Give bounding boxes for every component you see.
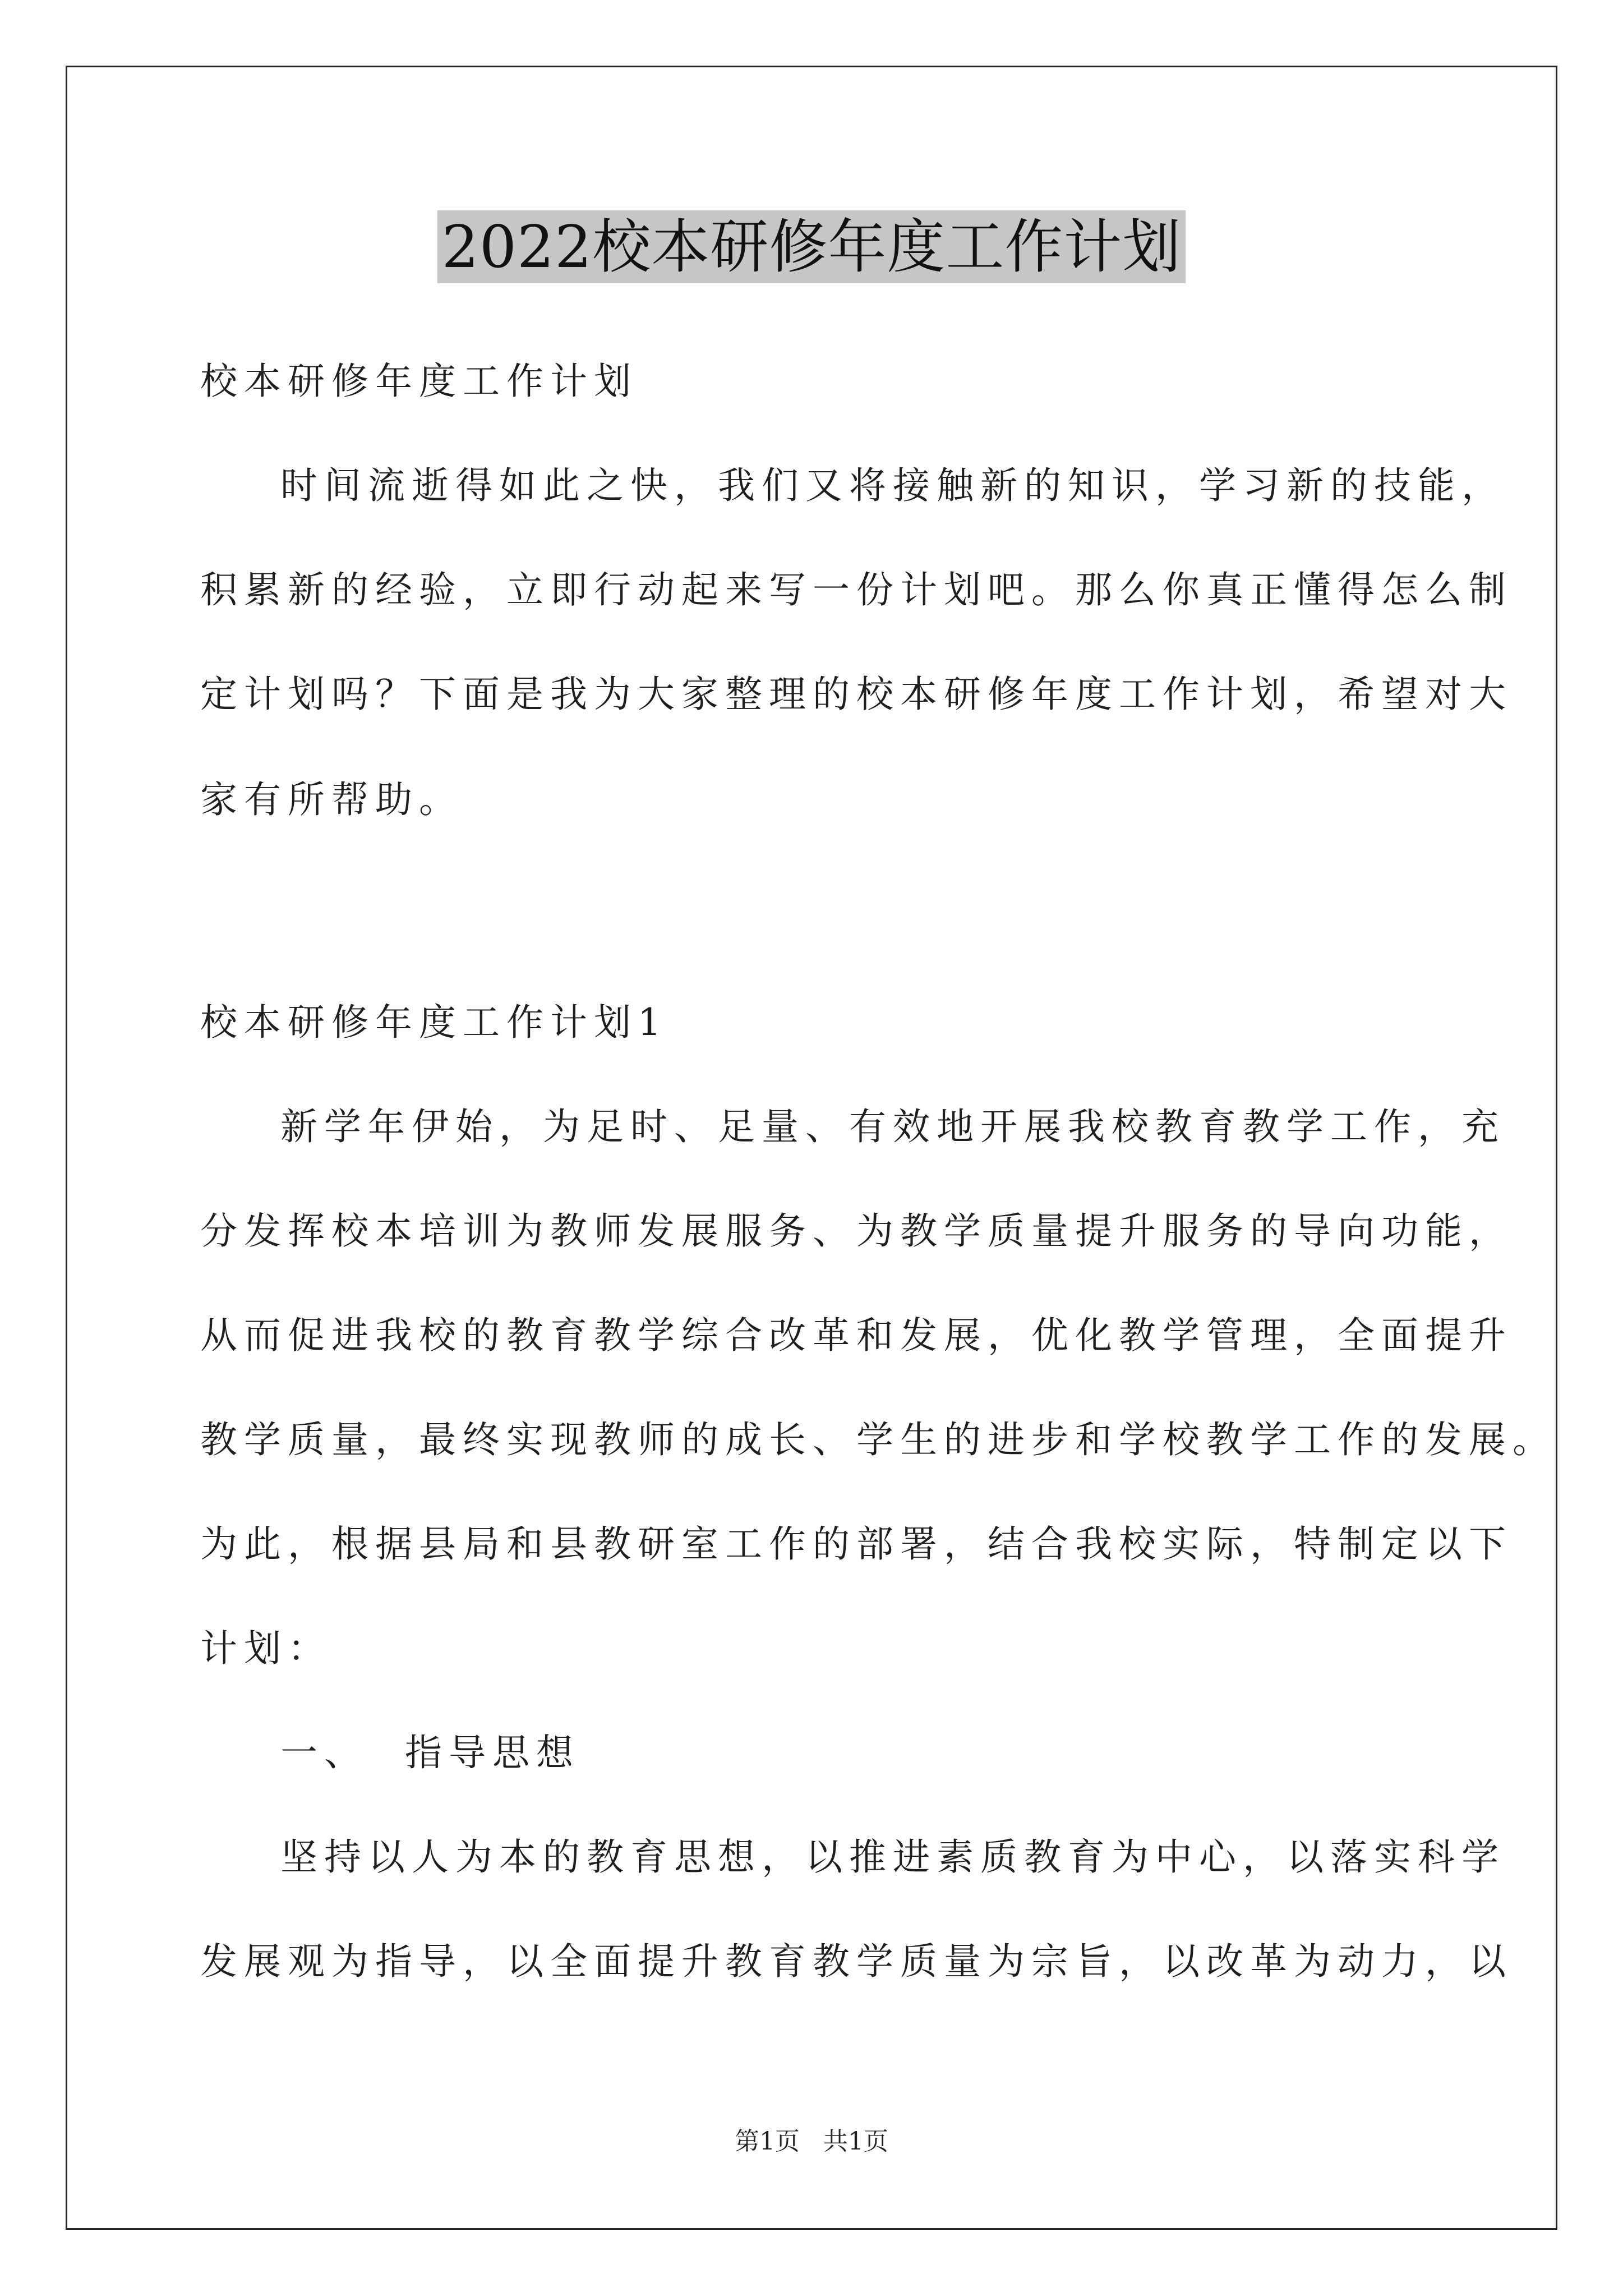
page-number: 第1页: [735, 2127, 800, 2156]
paragraph-line: 积累新的经验，立即行动起来写一份计划吧。那么你真正懂得怎么制: [200, 568, 1513, 611]
page-total: 共1页: [823, 2127, 888, 2156]
document-title: 2022校本研修年度工作计划: [437, 210, 1186, 283]
paragraph-line: 教学质量，最终实现教师的成长、学生的进步和学校教学工作的发展。: [200, 1418, 1556, 1461]
section-heading: 校本研修年度工作计划1: [200, 1001, 668, 1044]
page-footer: [0, 2126, 1623, 2157]
paragraph-line: 家有所帮助。: [200, 778, 463, 821]
paragraph-line: 时间流逝得如此之快，我们又将接触新的知识，学习新的技能，: [280, 464, 1505, 507]
paragraph-line: 分发挥校本培训为教师发展服务、为教学质量提升服务的导向功能，: [200, 1209, 1513, 1253]
title-area: [0, 210, 1623, 283]
subsection-heading: 一、 指导思想: [280, 1731, 580, 1774]
paragraph-line: 定计划吗？下面是我为大家整理的校本研修年度工作计划，希望对大: [200, 673, 1513, 716]
paragraph-line: 坚持以人为本的教育思想，以推进素质教育为中心，以落实科学: [280, 1835, 1505, 1879]
paragraph-line: 发展观为指导，以全面提升教育教学质量为宗旨，以改革为动力，以: [200, 1940, 1513, 1983]
paragraph-line: 从而促进我校的教育教学综合改革和发展，优化教学管理，全面提升: [200, 1314, 1513, 1357]
paragraph-line: 计划：: [200, 1627, 331, 1670]
paragraph-line: 新学年伊始，为足时、足量、有效地开展我校教育教学工作，充: [280, 1105, 1505, 1148]
paragraph-line: 为此，根据县局和县教研室工作的部署，结合我校实际，特制定以下: [200, 1522, 1513, 1566]
subtitle: 校本研修年度工作计划: [200, 360, 638, 403]
